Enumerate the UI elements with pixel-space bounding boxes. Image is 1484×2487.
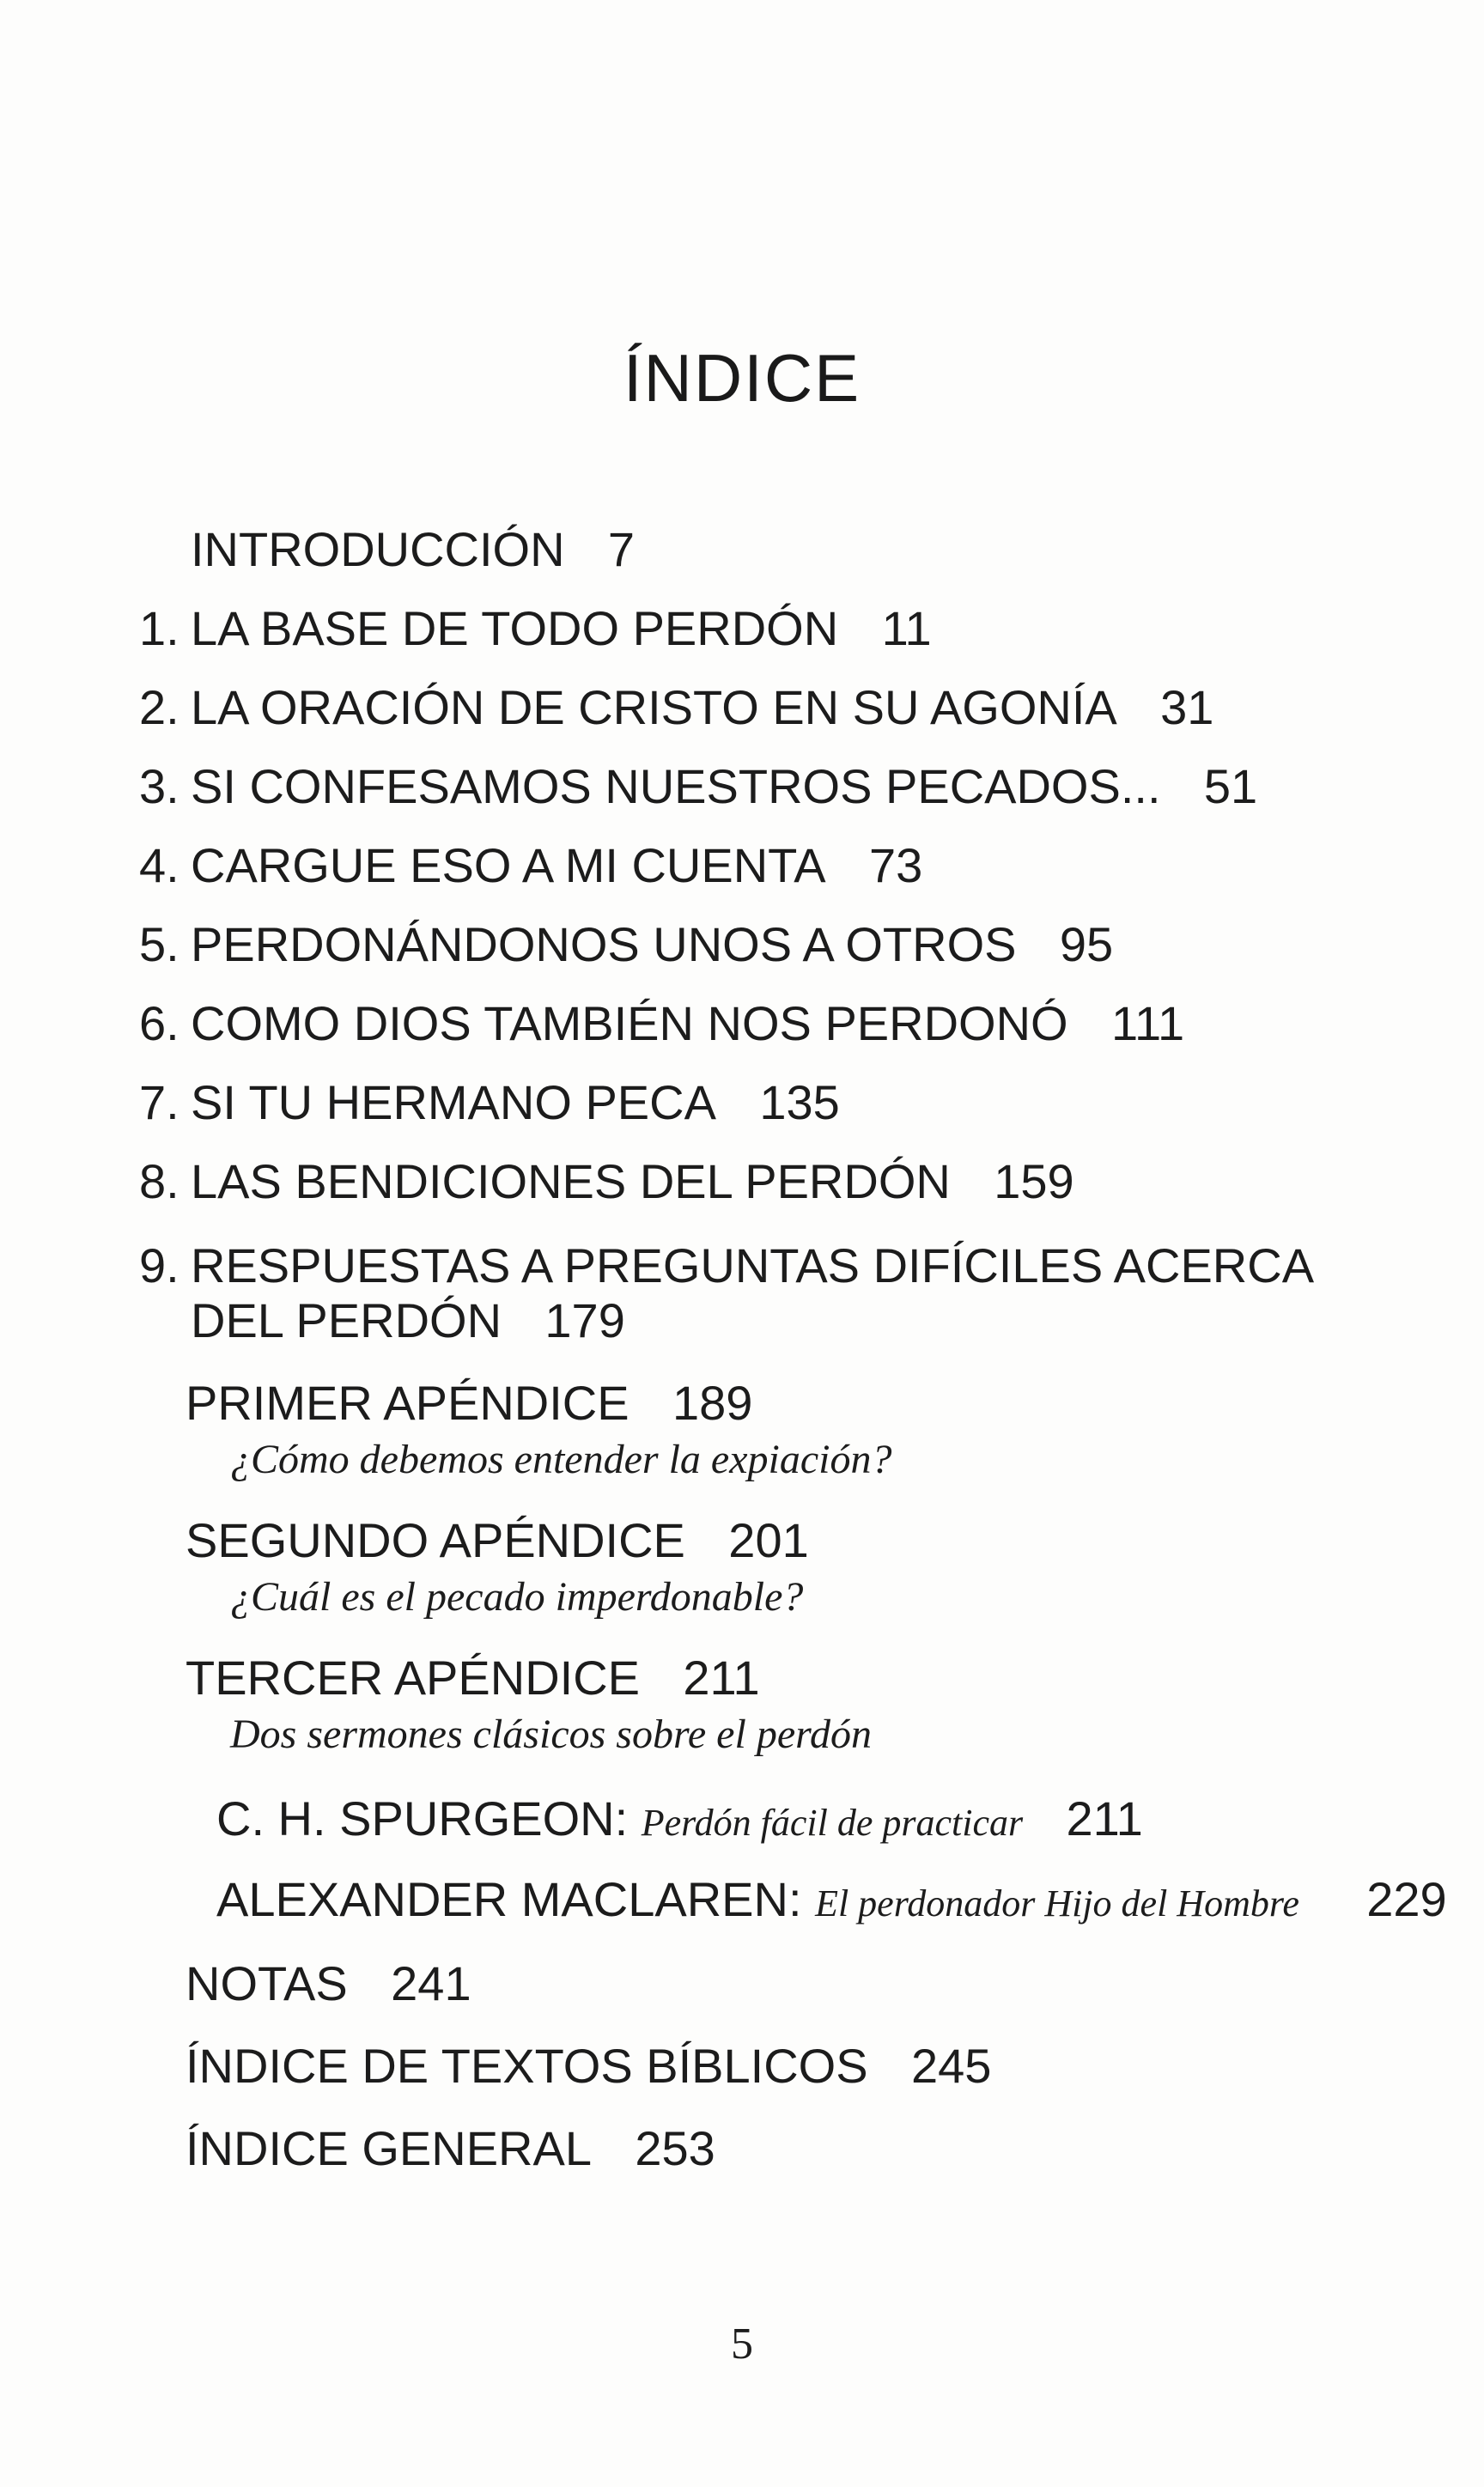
toc-entry-chapter-1 [191, 601, 932, 655]
toc-entry-chapter-4 [191, 838, 923, 892]
toc-entry-page: 51 [1203, 759, 1258, 813]
toc-entry-label: CARGUE ESO A MI CUENTA [191, 838, 826, 892]
chapter-number: 6. [139, 996, 179, 1050]
toc-entry-introduccion [191, 522, 636, 576]
page-number: 5 [731, 2320, 753, 2368]
toc-entry-sermon-spurgeon [216, 1791, 1143, 1845]
toc-entry-chapter-9 [191, 1238, 1315, 1292]
toc-entry-indice-textos-biblicos [186, 2039, 992, 2093]
toc-entry-page: 159 [994, 1154, 1074, 1208]
toc-entry-label: LA BASE DE TODO PERDÓN [191, 601, 839, 655]
appendix-page: 189 [672, 1376, 753, 1430]
toc-entry-chapter-3 [191, 759, 1258, 813]
back-matter-page: 253 [635, 2121, 715, 2175]
toc-entry-label: LAS BENDICIONES DEL PERDÓN [191, 1154, 951, 1208]
toc-entry-page: 179 [544, 1293, 625, 1347]
chapter-number: 5. [139, 917, 179, 971]
sermon-author: C. H. SPURGEON: [216, 1791, 629, 1845]
toc-entry-page: 31 [1160, 680, 1214, 734]
toc-entry-page: 73 [868, 838, 923, 892]
toc-entry-tercer-apendice [186, 1651, 760, 1705]
chapter-number: 1. [139, 601, 179, 655]
toc-entry-label: RESPUESTAS A PREGUNTAS DIFÍCILES ACERCA [191, 1238, 1315, 1292]
toc-entry-page: 11 [881, 601, 932, 655]
toc-entry-label: INTRODUCCIÓN [191, 522, 565, 576]
toc-entry-label: SI TU HERMANO PECA [191, 1075, 716, 1129]
chapter-number: 3. [139, 759, 179, 813]
sermon-title: Perdón fácil de practicar [641, 1802, 1024, 1844]
appendix-subtitle: ¿Cuál es el pecado imperdonable? [230, 1574, 804, 1620]
toc-entry-notas [186, 1956, 471, 2010]
back-matter-page: 245 [910, 2039, 992, 2093]
sermon-author: ALEXANDER MACLAREN: [216, 1872, 802, 1926]
back-matter-label: ÍNDICE DE TEXTOS BÍBLICOS [186, 2039, 868, 2093]
sermon-page: 211 [1066, 1791, 1143, 1845]
appendix-subtitle: Dos sermones clásicos sobre el perdón [230, 1712, 873, 1757]
sermon-page: 229 [1366, 1872, 1447, 1926]
toc-entry-label: COMO DIOS TAMBIÉN NOS PERDONÓ [191, 996, 1068, 1050]
chapter-number: 2. [139, 680, 179, 734]
page-title: ÍNDICE [623, 340, 861, 416]
toc-entry-chapter-8 [191, 1154, 1074, 1208]
toc-entry-page: 7 [607, 522, 636, 576]
chapter-number: 7. [139, 1075, 179, 1129]
back-matter-label: ÍNDICE GENERAL [186, 2121, 592, 2175]
toc-entry-chapter-7 [191, 1075, 840, 1129]
back-matter-page: 241 [391, 1956, 471, 2010]
toc-entry-label: SI CONFESAMOS NUESTROS PECADOS... [191, 759, 1161, 813]
toc-entry-chapter-6 [191, 996, 1185, 1050]
toc-entry-segundo-apendice [186, 1513, 809, 1567]
sermon-title: El perdonador Hijo del Hombre [815, 1882, 1299, 1925]
appendix-page: 201 [728, 1513, 809, 1567]
appendix-page: 211 [683, 1651, 760, 1705]
chapter-number: 8. [139, 1154, 179, 1208]
appendix-label: SEGUNDO APÉNDICE [186, 1513, 685, 1567]
toc-entry-indice-general [186, 2121, 715, 2175]
toc-entry-page: 135 [759, 1075, 840, 1129]
toc-entry-chapter-9-continued [191, 1293, 625, 1347]
toc-entry-label: LA ORACIÓN DE CRISTO EN SU AGONÍA [191, 680, 1117, 734]
toc-entry-chapter-5 [191, 917, 1114, 971]
back-matter-label: NOTAS [186, 1956, 348, 2010]
toc-entry-sermon-maclaren [216, 1872, 1447, 1926]
toc-entry-label: PERDONÁNDONOS UNOS A OTROS [191, 917, 1017, 971]
toc-entry-page: 95 [1059, 917, 1114, 971]
appendix-subtitle: ¿Cómo debemos entender la expiación? [230, 1437, 892, 1482]
chapter-number: 4. [139, 838, 179, 892]
toc-entry-label-continued: DEL PERDÓN [191, 1293, 502, 1347]
toc-entry-chapter-2 [191, 680, 1214, 734]
appendix-label: PRIMER APÉNDICE [186, 1376, 629, 1430]
appendix-label: TERCER APÉNDICE [186, 1651, 640, 1705]
chapter-number: 9. [139, 1238, 179, 1292]
toc-entry-page: 111 [1110, 996, 1185, 1050]
toc-entry-primer-apendice [186, 1376, 753, 1430]
